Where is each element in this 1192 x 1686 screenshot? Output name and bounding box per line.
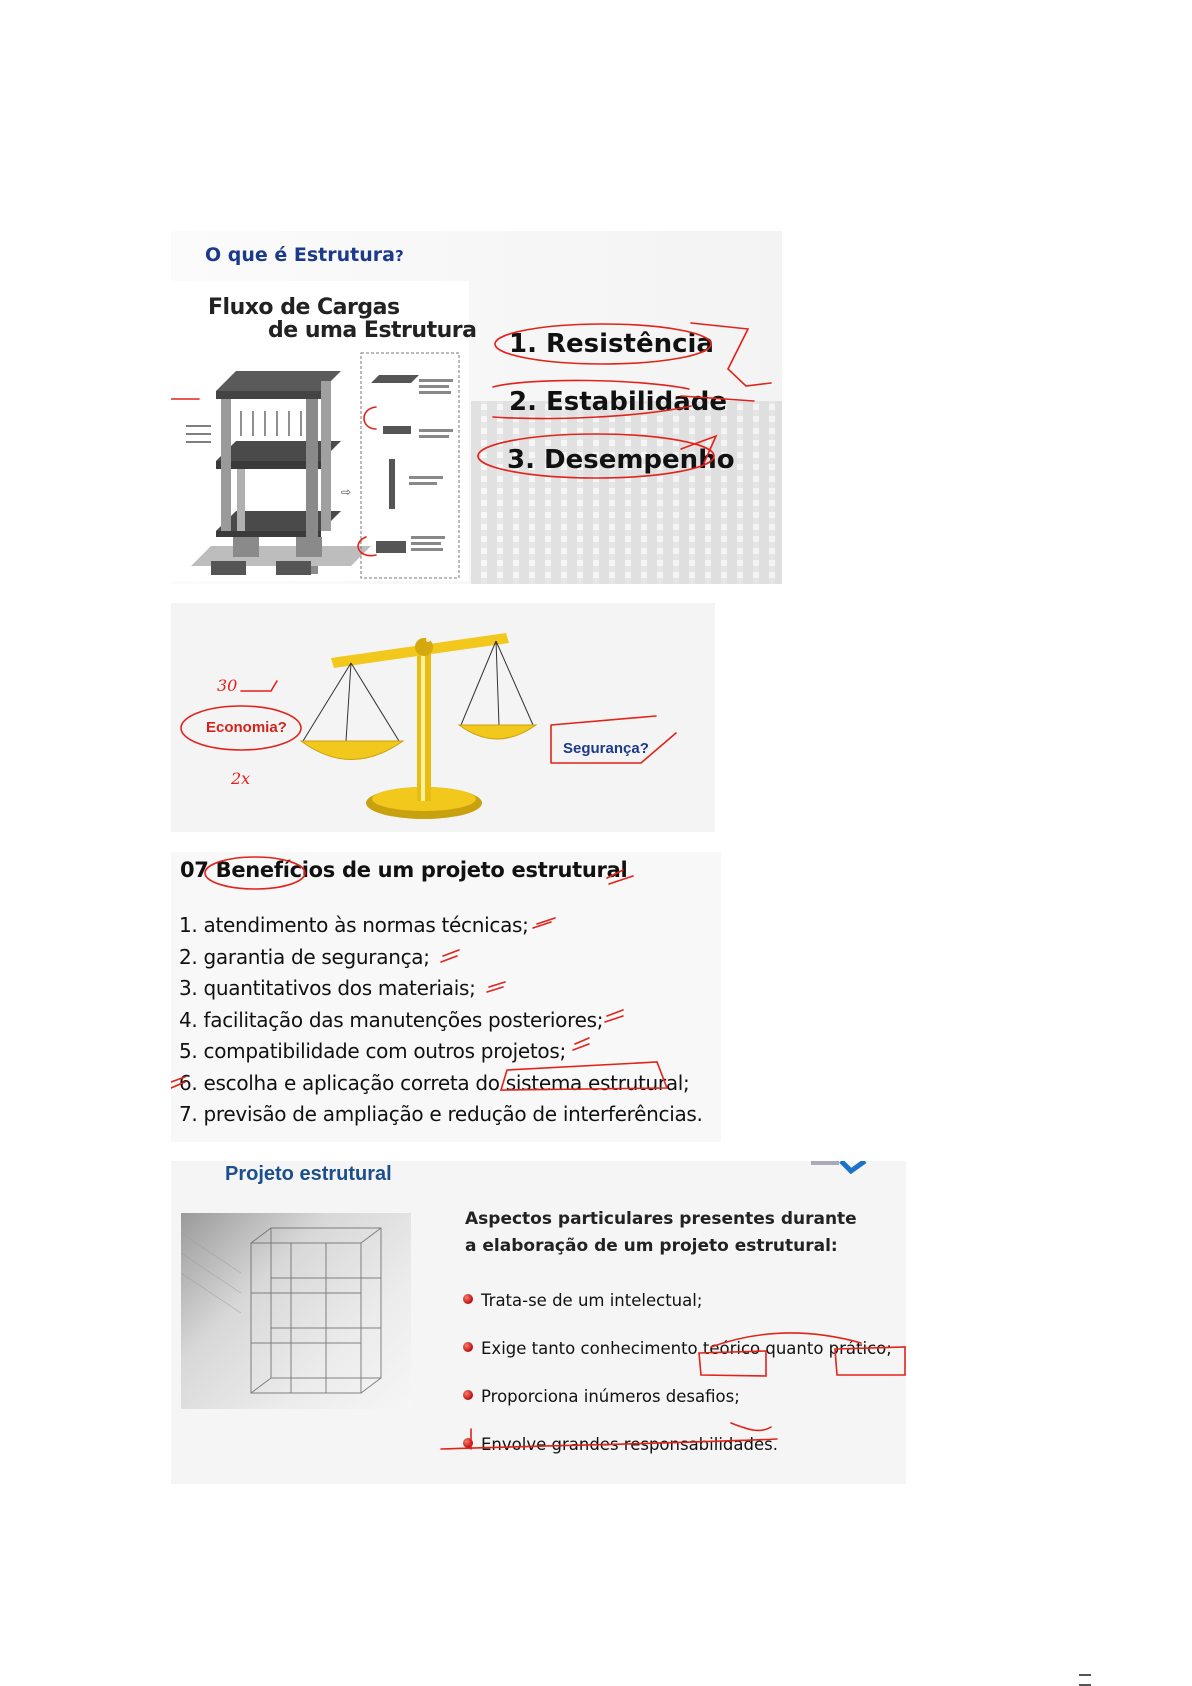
diagram-title-line2: de uma Estrutura: [268, 318, 477, 343]
tick-mark: [171, 1077, 185, 1088]
box-mark: [501, 1062, 667, 1090]
handwritten-annotations: [171, 1161, 906, 1484]
bracket-mark: [681, 396, 754, 401]
list-item-text: Proporciona inúmeros desafios;: [481, 1387, 740, 1406]
list-item: 6. escolha e aplicação correta do sistema estrutural;: [179, 1070, 690, 1095]
tick-mark: [533, 918, 555, 928]
slide-title: Projeto estrutural: [225, 1163, 392, 1185]
list-item: 5. compatibilidade com outros projetos;: [179, 1039, 566, 1063]
tick-mark: [605, 1010, 623, 1022]
handwritten-note: 2x: [231, 769, 251, 788]
handwritten-note: 30: [217, 676, 238, 695]
list-item-text: Trata-se de um intelectual;: [481, 1291, 703, 1310]
slide-balanca: [171, 603, 715, 832]
slide-title-question-mark: ?: [394, 247, 404, 265]
slide-title: 07 Benefícios de um projeto estrutural: [180, 858, 628, 882]
underline-mark: [731, 1423, 771, 1430]
list-item: 2. garantia de segurança;: [179, 944, 430, 969]
menu-icon: [1079, 1674, 1091, 1686]
handwritten-annotations: [171, 852, 721, 1142]
arrow-icon: ⇨: [341, 485, 352, 499]
tick-mark: [607, 870, 633, 884]
tick-mark: [487, 982, 505, 992]
tick-mark: [441, 950, 459, 962]
handwritten-annotations: [171, 231, 782, 584]
box-mark: [699, 1351, 766, 1376]
list-item: 1. atendimento às normas técnicas;: [179, 913, 529, 937]
list-item-text: Exige tanto conhecimento teórico quanto prático;: [481, 1339, 892, 1358]
highlight-mark: [493, 380, 691, 418]
slide-beneficios: [171, 852, 721, 1142]
bracket-mark: [691, 323, 771, 386]
diagram-title-line1: Fluxo de Cargas: [208, 295, 400, 320]
arrow-mark: [711, 1333, 861, 1347]
heading-line: a elaboração de um projeto estrutural:: [465, 1236, 838, 1256]
list-item: 7. previsão de ampliação e redução de interferências.: [179, 1102, 703, 1126]
list-item-estabilidade: 2. Estabilidade: [509, 387, 727, 417]
slide-title-text: O que é Estrutura: [205, 244, 395, 266]
handwritten-annotations: [171, 603, 715, 832]
heading-line: Aspectos particulares presentes durante: [465, 1209, 857, 1229]
circle-mark: [364, 407, 376, 429]
circle-mark: [181, 706, 301, 750]
tick-mark: [573, 1038, 589, 1050]
circle-mark: [478, 434, 714, 478]
circle-mark: [495, 324, 711, 364]
economia-label: Economia?: [206, 719, 287, 736]
list-item: 3. quantitativos dos materiais;: [179, 976, 476, 1000]
underline-mark: [441, 1429, 777, 1449]
box-mark: [551, 716, 676, 763]
list-item: 4. facilitação das manutenções posteriores;: [179, 1007, 604, 1032]
circle-mark: [358, 537, 376, 556]
list-item-resistencia: 1. Resistência: [509, 329, 714, 359]
tick-mark: [681, 436, 716, 463]
slide-projeto-estrutural: [171, 1161, 906, 1484]
box-mark: [835, 1347, 905, 1375]
list-item-desempenho: 3. Desempenho: [507, 445, 735, 475]
slide-estrutura: [171, 231, 782, 584]
seguranca-label: Segurança?: [563, 740, 649, 757]
list-item-text: Envolve grandes responsabilidades.: [481, 1435, 778, 1454]
tick-mark: [241, 681, 277, 691]
circle-mark: [205, 857, 305, 889]
